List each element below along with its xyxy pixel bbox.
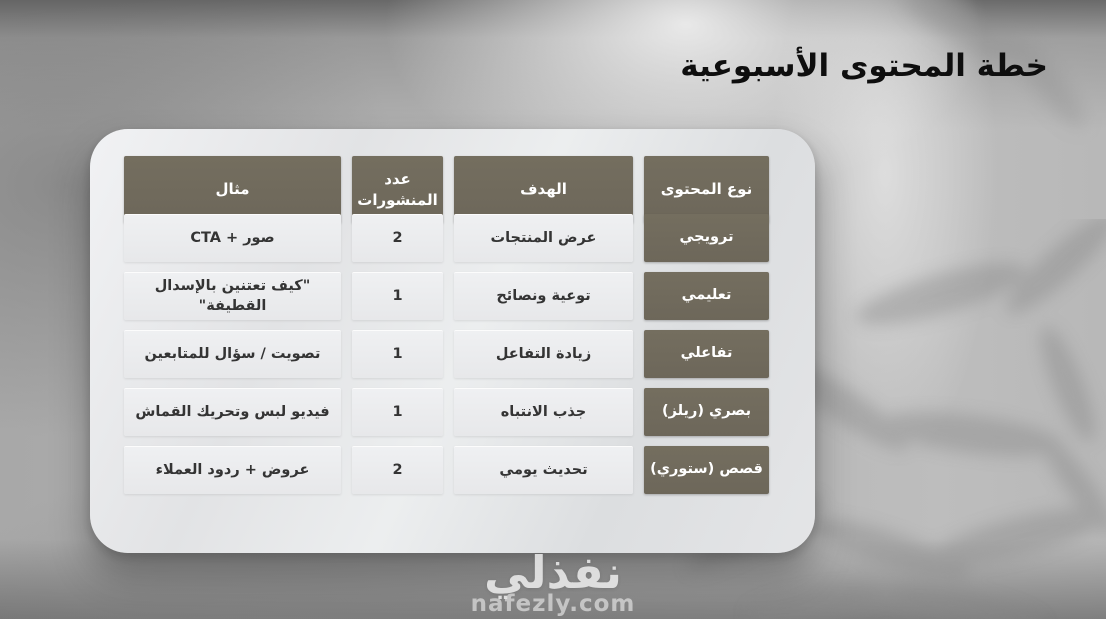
example-cell: "كيف تعتنين بالإسدال القطيفة" [124, 272, 341, 320]
type-cell: بصري (ريلز) [644, 388, 769, 436]
count-cell: 1 [352, 272, 443, 320]
count-cell: 2 [352, 446, 443, 494]
example-cell: فيديو لبس وتحريك القماش [124, 388, 341, 436]
header-content-type: نوع المحتوى [644, 156, 769, 223]
goal-cell: تحديث يومي [454, 446, 633, 494]
count-cell: 1 [352, 388, 443, 436]
type-cell: قصص (ستوري) [644, 446, 769, 494]
content-plan-table [90, 129, 815, 494]
type-cell: تعليمي [644, 272, 769, 320]
type-cell: تفاعلي [644, 330, 769, 378]
goal-cell: عرض المنتجات [454, 214, 633, 262]
content-plan-card [90, 129, 815, 553]
goal-cell: توعية ونصائح [454, 272, 633, 320]
count-cell: 1 [352, 330, 443, 378]
example-cell: عروض + ردود العملاء [124, 446, 341, 494]
goal-cell: جذب الانتباه [454, 388, 633, 436]
watermark [0, 546, 1106, 617]
example-cell: صور + CTA [124, 214, 341, 262]
page-title: خطة المحتوى الأسبوعية [680, 48, 1048, 84]
header-goal: الهدف [454, 156, 633, 223]
header-post-count: عدد المنشورات [352, 156, 443, 223]
watermark-site-url: nafezly.com [470, 591, 636, 617]
type-cell: ترويجي [644, 214, 769, 262]
example-cell: تصويت / سؤال للمتابعين [124, 330, 341, 378]
goal-cell: زيادة التفاعل [454, 330, 633, 378]
watermark-logo: نفذلي [484, 546, 622, 599]
header-example: مثال [124, 156, 341, 223]
count-cell: 2 [352, 214, 443, 262]
